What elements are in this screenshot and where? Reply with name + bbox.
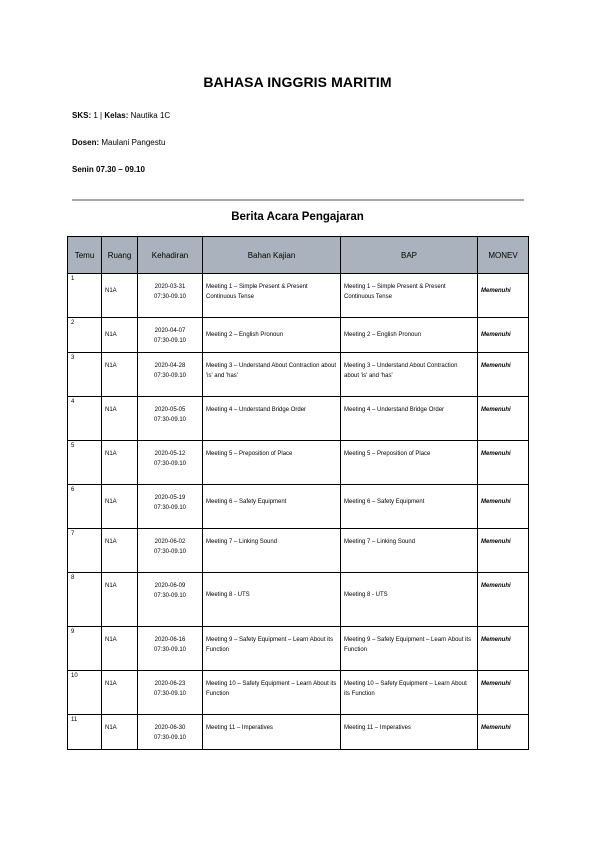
table-row xyxy=(68,485,529,529)
cell-temu: 7 xyxy=(68,529,102,573)
cell-kehadiran: 2020-04-07 07:30-09.10 xyxy=(138,318,203,353)
cell-bahan-kajian: Meeting 6 – Safety Equipment xyxy=(203,485,341,529)
cell-temu: 9 xyxy=(68,627,102,671)
dosen-label: Dosen: xyxy=(72,138,100,147)
cell-bap: Meeting 6 – Safety Equipment xyxy=(341,485,478,529)
separator: | xyxy=(100,111,103,120)
cell-ruang: N1A xyxy=(102,627,138,671)
cell-temu: 5 xyxy=(68,441,102,485)
table-row xyxy=(68,627,529,671)
cell-ruang: N1A xyxy=(102,397,138,441)
cell-bahan-kajian: Meeting 3 – Understand About Contraction about 'is' and 'has' xyxy=(203,353,341,397)
cell-monev: Memenuhi xyxy=(478,441,529,485)
kelas-value: Nautika 1C xyxy=(130,111,171,120)
cell-kehadiran: 2020-05-05 07:30-09.10 xyxy=(138,397,203,441)
schedule-text: Senin 07.30 – 09.10 xyxy=(72,165,145,174)
cell-bahan-kajian: Meeting 4 – Understand Bridge Order xyxy=(203,397,341,441)
kelas-label: Kelas: xyxy=(104,111,129,120)
cell-kehadiran: 2020-06-30 07:30-09.10 xyxy=(138,715,203,750)
cell-ruang: N1A xyxy=(102,485,138,529)
cell-monev: Memenuhi xyxy=(478,573,529,627)
cell-ruang: N1A xyxy=(102,441,138,485)
cell-monev: Memenuhi xyxy=(478,274,529,318)
cell-monev: Memenuhi xyxy=(478,715,529,750)
section-title: Berita Acara Pengajaran xyxy=(231,211,364,223)
cell-kehadiran: 2020-06-09 07:30-09.10 xyxy=(138,573,203,627)
cell-monev: Memenuhi xyxy=(478,485,529,529)
cell-ruang: N1A xyxy=(102,715,138,750)
cell-kehadiran: 2020-06-02 07:30-09.10 xyxy=(138,529,203,573)
schedule-line xyxy=(72,165,145,174)
cell-ruang: N1A xyxy=(102,353,138,397)
cell-ruang: N1A xyxy=(102,274,138,318)
header-kehadiran: Kehadiran xyxy=(138,237,203,274)
table-row xyxy=(68,397,529,441)
cell-bahan-kajian: Meeting 2 – English Pronoun xyxy=(203,318,341,353)
cell-ruang: N1A xyxy=(102,529,138,573)
table-row xyxy=(68,441,529,485)
cell-bap: Meeting 3 – Understand About Contraction about 'is' and 'has' xyxy=(341,353,478,397)
cell-kehadiran: 2020-04-28 07:30-09.10 xyxy=(138,353,203,397)
cell-temu: 1 xyxy=(68,274,102,318)
cell-bap: Meeting 2 – English Pronoun xyxy=(341,318,478,353)
dosen-line xyxy=(72,138,165,147)
cell-bap: Meeting 9 – Safety Equipment – Learn About its Function xyxy=(341,627,478,671)
cell-monev: Memenuhi xyxy=(478,529,529,573)
table-row xyxy=(68,353,529,397)
table-row xyxy=(68,529,529,573)
cell-bap: Meeting 7 – Linking Sound xyxy=(341,529,478,573)
cell-bap: Meeting 8 - UTS xyxy=(341,573,478,627)
cell-bap: Meeting 4 – Understand Bridge Order xyxy=(341,397,478,441)
cell-monev: Memenuhi xyxy=(478,397,529,441)
cell-bap: Meeting 1 – Simple Present & Present Continuous Tense xyxy=(341,274,478,318)
cell-bahan-kajian: Meeting 5 – Preposition of Place xyxy=(203,441,341,485)
cell-temu: 8 xyxy=(68,573,102,627)
cell-temu: 6 xyxy=(68,485,102,529)
table-row xyxy=(68,318,529,353)
sks-value: 1 xyxy=(93,111,98,120)
cell-kehadiran: 2020-06-23 07:30-09.10 xyxy=(138,671,203,715)
cell-bahan-kajian: Meeting 10 – Safety Equipment – Learn About its Function xyxy=(203,671,341,715)
cell-kehadiran: 2020-03-31 07:30-09.10 xyxy=(138,274,203,318)
cell-ruang: N1A xyxy=(102,671,138,715)
table-row xyxy=(68,573,529,627)
cell-bap: Meeting 10 – Safety Equipment – Learn About its Function xyxy=(341,671,478,715)
cell-kehadiran: 2020-05-12 07:30-09.10 xyxy=(138,441,203,485)
cell-temu: 2 xyxy=(68,318,102,353)
header-bap: BAP xyxy=(341,237,478,274)
cell-bahan-kajian: Meeting 1 – Simple Present & Present Continuous Tense xyxy=(203,274,341,318)
table-row xyxy=(68,274,529,318)
cell-bahan-kajian: Meeting 9 – Safety Equipment – Learn About its Function xyxy=(203,627,341,671)
page-title: BAHASA INGGRIS MARITIM xyxy=(203,74,392,90)
header-temu: Temu xyxy=(68,237,102,274)
table-row xyxy=(68,715,529,750)
teaching-record-table xyxy=(67,236,529,750)
cell-monev: Memenuhi xyxy=(478,318,529,353)
divider xyxy=(72,199,524,201)
header-bahan-kajian: Bahan Kajian xyxy=(203,237,341,274)
cell-ruang: N1A xyxy=(102,318,138,353)
cell-bahan-kajian: Meeting 7 – Linking Sound xyxy=(203,529,341,573)
dosen-value: Maulani Pangestu xyxy=(101,138,166,147)
cell-bap: Meeting 11 – Imperatives xyxy=(341,715,478,750)
cell-temu: 3 xyxy=(68,353,102,397)
cell-monev: Memenuhi xyxy=(478,627,529,671)
table-row xyxy=(68,671,529,715)
cell-monev: Memenuhi xyxy=(478,671,529,715)
cell-temu: 11 xyxy=(68,715,102,750)
cell-monev: Memenuhi xyxy=(478,353,529,397)
header-monev: MONEV xyxy=(478,237,529,274)
cell-bahan-kajian: Meeting 11 – Imperatives xyxy=(203,715,341,750)
cell-temu: 4 xyxy=(68,397,102,441)
cell-bap: Meeting 5 – Preposition of Place xyxy=(341,441,478,485)
header-ruang: Ruang xyxy=(102,237,138,274)
sks-kelas-line xyxy=(72,111,170,120)
cell-temu: 10 xyxy=(68,671,102,715)
cell-kehadiran: 2020-05-19 07:30-09.10 xyxy=(138,485,203,529)
cell-bahan-kajian: Meeting 8 - UTS xyxy=(203,573,341,627)
cell-ruang: N1A xyxy=(102,573,138,627)
table-header-row xyxy=(68,237,529,274)
cell-kehadiran: 2020-06-16 07:30-09.10 xyxy=(138,627,203,671)
sks-label: SKS: xyxy=(72,111,92,120)
